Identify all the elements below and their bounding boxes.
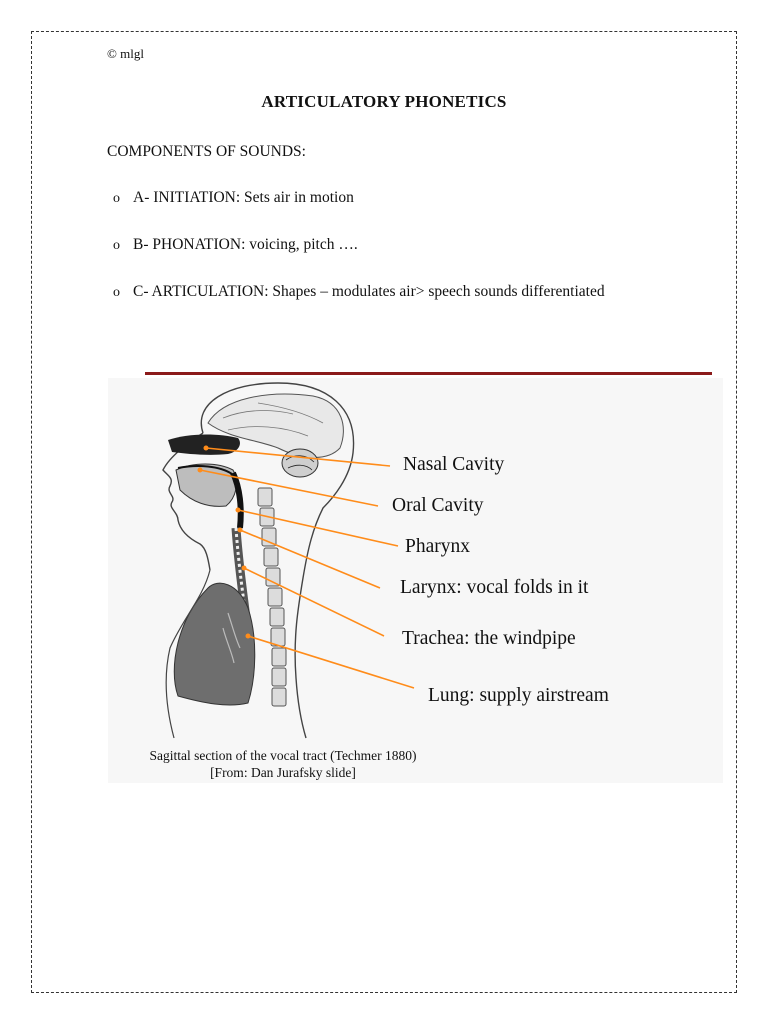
copyright-notice: © mlgl [107, 46, 144, 61]
label-oral-cavity: Oral Cavity [392, 495, 484, 516]
bullet-phonation [113, 236, 358, 254]
figure-source: [From: Dan Jurafsky slide] [210, 765, 356, 780]
bullet-marker: o [113, 285, 120, 300]
vocal-tract-figure [108, 378, 723, 783]
bullet-text: A- INITIATION: Sets air in motion [133, 189, 354, 206]
label-trachea: Trachea: the windpipe [402, 628, 576, 649]
bullet-marker: o [113, 191, 120, 206]
bullet-initiation [113, 189, 354, 207]
bullet-text: C- ARTICULATION: Shapes – modulates air> speech sounds differentiated [133, 283, 605, 300]
pharynx-tube [233, 473, 241, 528]
accent-rule [145, 372, 712, 375]
bullet-text: B- PHONATION: voicing, pitch …. [133, 236, 358, 253]
bullet-marker: o [113, 238, 120, 253]
page-title: ARTICULATORY PHONETICS [261, 92, 507, 111]
label-larynx: Larynx: vocal folds in it [400, 577, 589, 598]
section-heading: COMPONENTS OF SOUNDS: [107, 143, 306, 160]
nasal-cavity [168, 434, 240, 454]
figure-caption: Sagittal section of the vocal tract (Techmer 1880) [149, 748, 417, 763]
label-nasal-cavity: Nasal Cavity [403, 454, 505, 475]
spine [258, 488, 286, 706]
lung [174, 583, 255, 705]
label-pharynx: Pharynx [405, 536, 470, 557]
cerebellum [282, 449, 318, 477]
bullet-articulation [113, 283, 605, 301]
label-lung: Lung: supply airstream [428, 685, 609, 706]
